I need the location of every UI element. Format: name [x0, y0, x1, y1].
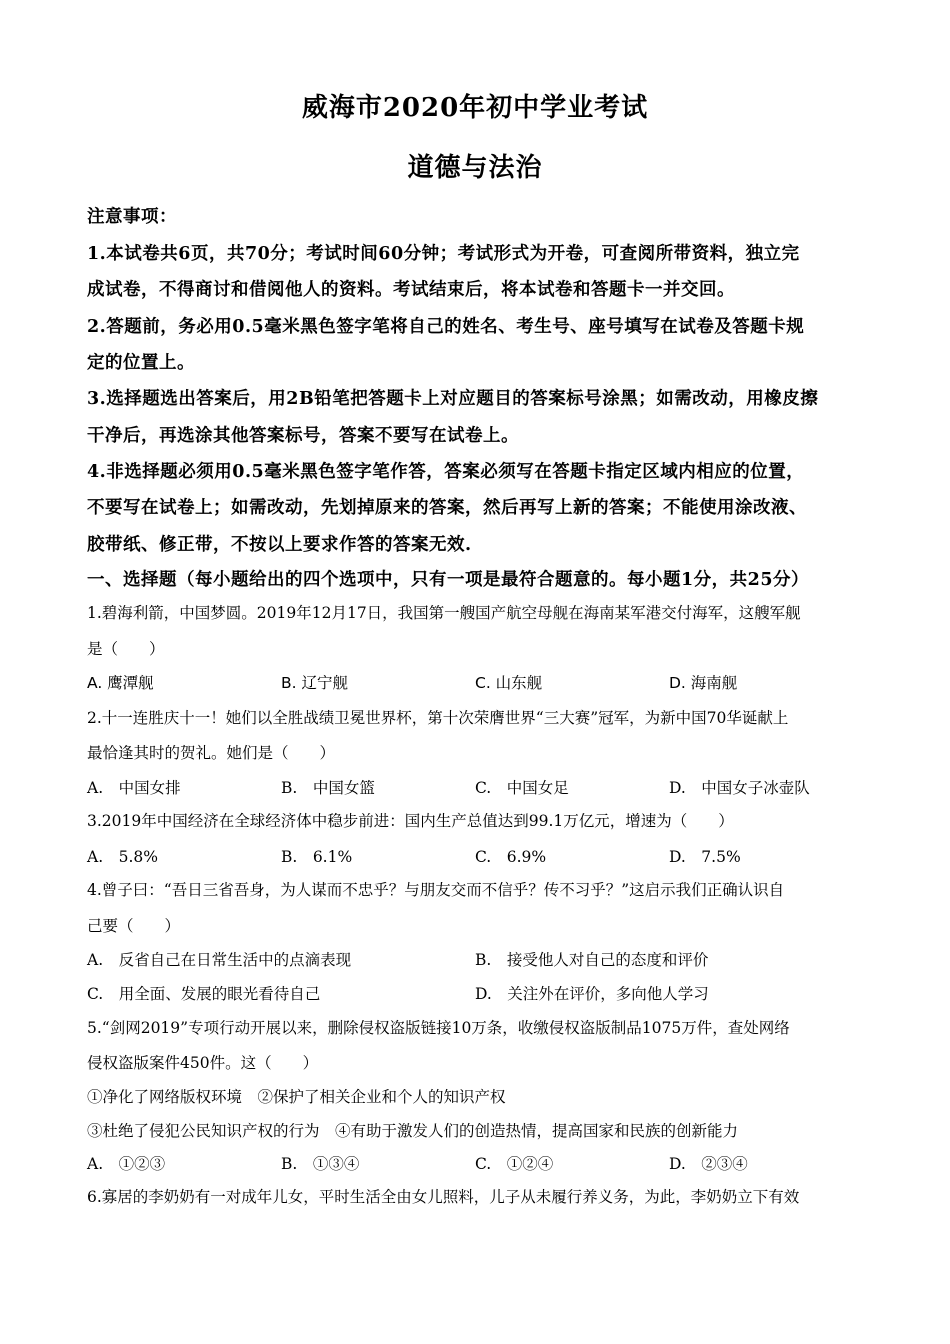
option-c: C. 6.9% — [475, 848, 547, 866]
option-d: D. ②③④ — [669, 1155, 748, 1173]
notice-line: 1.本试卷共6页，共70分；考试时间60分钟；考试形式为开卷，可查阅所带资料，独立完 — [87, 244, 800, 264]
notice-line: 4.非选择题必须用0.5毫米黑色签字笔作答，答案必须写在答题卡指定区域内相应的位置， — [87, 462, 805, 482]
question-stem: 2.十一连胜庆十一！她们以全胜战绩卫冕世界杯，第十次荣膺世界“三大赛”冠军，为新中国70华诞献上 — [87, 709, 789, 727]
option-c: C. 用全面、发展的眼光看待自己 — [87, 985, 321, 1003]
subject-title: 道德与法治 — [407, 153, 543, 183]
question-stem: 5.“剑网2019”专项行动开展以来，删除侵权盗版链接10万条，收缴侵权盗版制品1075万件，查处网络 — [87, 1019, 790, 1037]
question-stem: 是（ ） — [87, 640, 165, 658]
section-heading: 一、选择题（每小题给出的四个选项中，只有一项是最符合题意的。每小题1分，共25分） — [87, 570, 810, 590]
notice-line: 胶带纸、修正带，不按以上要求作答的答案无效. — [87, 535, 472, 555]
exam-title: 威海市2020年初中学业考试 — [301, 93, 649, 123]
option-a: A. 鹰潭舰 — [87, 674, 154, 692]
notice-line: 干净后，再选涂其他答案标号，答案不要写在试卷上。 — [87, 426, 519, 446]
option-b: B. 辽宁舰 — [281, 674, 348, 692]
notice-line: 成试卷，不得商讨和借阅他人的资料。考试结束后，将本试卷和答题卡一并交回。 — [87, 280, 735, 300]
option-a: A. ①②③ — [87, 1155, 166, 1173]
notice-line: 不要写在试卷上；如需改动，先划掉原来的答案，然后再写上新的答案；不能使用涂改液、 — [87, 498, 807, 518]
option-c: C. 中国女足 — [475, 779, 569, 797]
question-stem: 侵权盗版案件450件。这（ ） — [87, 1054, 319, 1072]
question-stem: 1.碧海利箭，中国梦圆。2019年12月17日，我国第一艘国产航空母舰在海南某军港交付海军，这艘军舰 — [87, 604, 801, 622]
question-statement: ③杜绝了侵犯公民知识产权的行为 ④有助于激发人们的创造热情，提高国家和民族的创新能力 — [87, 1122, 739, 1140]
question-stem: 4.曾子曰：“吾日三省吾身，为人谋而不忠乎？与朋友交而不信乎？传不习乎？”这启示我们正确认识自 — [87, 881, 785, 899]
question-stem: 己要（ ） — [87, 917, 181, 935]
question-stem: 6.寡居的李奶奶有一对成年儿女，平时生活全由女儿照料，儿子从未履行养义务，为此，李奶奶立下有效 — [87, 1188, 800, 1206]
option-b: B. 中国女篮 — [281, 779, 375, 797]
option-b: B. 6.1% — [281, 848, 353, 866]
question-stem: 3.2019年中国经济在全球经济体中稳步前进：国内生产总值达到99.1万亿元，增速为（ ） — [87, 812, 734, 830]
option-a: A. 5.8% — [87, 848, 158, 866]
option-d: D. 海南舰 — [669, 674, 738, 692]
notice-line: 定的位置上。 — [87, 353, 195, 373]
option-b: B. ①③④ — [281, 1155, 360, 1173]
option-d: D. 中国女子冰壶队 — [669, 779, 810, 797]
option-b: B. 接受他人对自己的态度和评价 — [475, 951, 709, 969]
question-statement: ①净化了网络版权环境 ②保护了相关企业和个人的知识产权 — [87, 1088, 506, 1106]
option-c: C. ①②④ — [475, 1155, 554, 1173]
option-a: A. 反省自己在日常生活中的点滴表现 — [87, 951, 352, 969]
question-stem: 最恰逢其时的贺礼。她们是（ ） — [87, 744, 336, 762]
option-a: A. 中国女排 — [87, 779, 181, 797]
option-d: D. 关注外在评价，多向他人学习 — [475, 985, 709, 1003]
notice-heading: 注意事项： — [87, 207, 177, 227]
notice-line: 3.选择题选出答案后，用2B铅笔把答题卡上对应题目的答案标号涂黑；如需改动，用橡皮擦 — [87, 389, 819, 409]
option-c: C. 山东舰 — [475, 674, 543, 692]
option-d: D. 7.5% — [669, 848, 741, 866]
notice-line: 2.答题前，务必用0.5毫米黑色签字笔将自己的姓名、考生号、座号填写在试卷及答题卡规 — [87, 317, 805, 337]
